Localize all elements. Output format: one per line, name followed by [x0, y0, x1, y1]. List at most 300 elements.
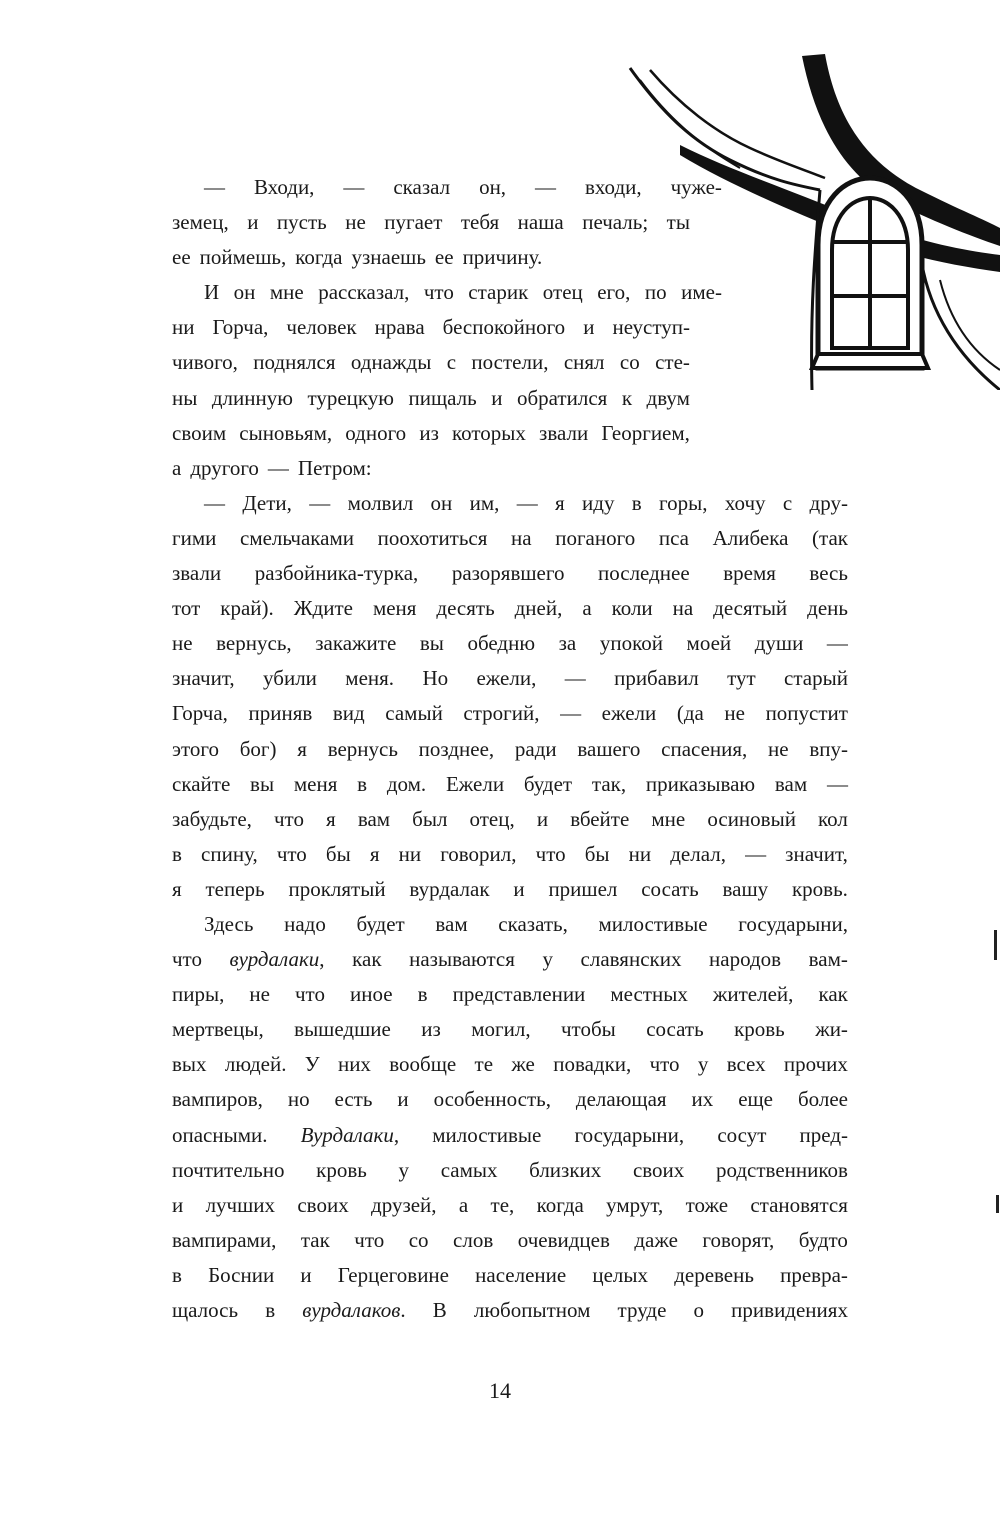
word: В — [432, 1298, 447, 1322]
word: в — [265, 1298, 276, 1322]
word: Горча, — [212, 315, 269, 340]
word: вид — [332, 701, 365, 726]
word: труде — [617, 1298, 667, 1322]
word: сказать, — [498, 911, 568, 936]
text-line — [172, 661, 848, 696]
word: даже — [634, 1227, 678, 1252]
word: когда — [536, 1192, 584, 1217]
word: значит, — [785, 841, 848, 866]
word: ны — [172, 385, 198, 410]
word: кол — [818, 806, 848, 831]
word: неуступ- — [612, 315, 690, 340]
word: поймешь, — [199, 245, 287, 270]
word: из — [421, 1017, 441, 1042]
text-line — [172, 381, 690, 416]
word: он — [430, 490, 453, 515]
word: не — [724, 701, 745, 726]
word: кровь. — [791, 876, 848, 901]
word: делающая — [575, 1087, 667, 1112]
word: вампиров, — [172, 1087, 263, 1112]
word: особенность, — [433, 1087, 551, 1112]
word: рассказал, — [318, 280, 410, 305]
word: со — [619, 350, 640, 375]
word: вбейте — [570, 806, 630, 831]
word: старик — [468, 280, 529, 305]
word: говорят, — [702, 1227, 775, 1252]
word: ежели — [601, 701, 657, 726]
word: проклятый — [288, 876, 386, 901]
word: друзей, — [371, 1192, 437, 1217]
word: иду — [582, 490, 615, 515]
word: а — [582, 596, 592, 621]
word: ее — [172, 245, 191, 270]
word: хочу — [724, 490, 766, 515]
italic-word: вурдалаки, — [230, 942, 325, 977]
word: за — [558, 631, 577, 656]
word: будет — [356, 911, 405, 936]
word: будет — [523, 771, 573, 796]
word: ее — [434, 245, 454, 270]
word: сте- — [655, 350, 690, 375]
word: — — [204, 175, 225, 199]
word: край). — [220, 596, 274, 621]
text-line — [172, 837, 848, 872]
word: как — [352, 947, 382, 972]
word: — — [745, 841, 767, 866]
word: сосут — [717, 1122, 767, 1147]
word: вам — [435, 911, 468, 936]
word: могил, — [471, 1017, 531, 1042]
word: вернусь — [327, 736, 398, 761]
word: что — [273, 806, 304, 831]
word: обедню — [467, 631, 536, 656]
word: по — [644, 280, 667, 305]
word: ни — [172, 315, 195, 340]
word: смельчаками — [240, 525, 355, 550]
word: дней, — [514, 596, 563, 621]
word: сказал — [393, 175, 451, 199]
word: становятся — [750, 1192, 848, 1217]
word: вам — [774, 771, 808, 796]
word: старый — [784, 666, 848, 691]
word: как — [818, 982, 848, 1007]
text-line — [172, 942, 848, 977]
word: кровь — [734, 1017, 785, 1042]
word: мне — [651, 806, 686, 831]
word: в — [172, 841, 182, 866]
word: однажды — [350, 350, 432, 375]
word: звали — [539, 420, 589, 445]
word: что — [295, 982, 325, 1007]
word: и — [247, 210, 259, 235]
word: прочих — [783, 1052, 848, 1077]
word: чтобы — [561, 1017, 616, 1042]
text-line — [172, 205, 690, 240]
word: у — [697, 1052, 709, 1077]
word: дру- — [809, 490, 848, 515]
text-line — [172, 345, 690, 380]
word: своих — [297, 1192, 349, 1217]
word: которых — [452, 420, 526, 445]
word: он, — [479, 175, 507, 199]
word: чивого, — [172, 350, 238, 375]
word: поохотиться — [377, 525, 488, 550]
word: бы — [325, 841, 351, 866]
page-edge-mark-2 — [996, 1195, 999, 1213]
word: время — [723, 561, 776, 586]
word: бог) — [239, 736, 277, 761]
word: и — [583, 315, 595, 340]
word: иное — [350, 982, 393, 1007]
word: так — [300, 1227, 330, 1252]
text-line — [172, 451, 690, 486]
text-line — [172, 1118, 848, 1153]
word: другого — [190, 455, 259, 480]
word: о — [693, 1298, 705, 1322]
word: те, — [490, 1192, 515, 1217]
word: приняв — [248, 701, 313, 726]
word: я — [172, 876, 182, 901]
word: вашего — [577, 736, 641, 761]
word: он — [233, 280, 256, 305]
body-text — [172, 170, 848, 1328]
word: значит, — [172, 666, 235, 691]
word: убили — [263, 666, 317, 691]
word: вы — [250, 771, 275, 796]
word: отец, — [469, 806, 515, 831]
text-line — [172, 1293, 848, 1328]
word: целых — [592, 1262, 649, 1287]
word: (так — [812, 525, 848, 550]
word: у — [398, 1157, 410, 1182]
word: вам- — [808, 947, 848, 972]
word: бы — [584, 841, 610, 866]
word: пса — [658, 525, 689, 550]
word: сыновьям, — [239, 420, 333, 445]
word: славянских — [580, 947, 682, 972]
word: называются — [409, 947, 515, 972]
text-line — [172, 1188, 848, 1223]
word: — — [535, 175, 556, 199]
word: последнее — [598, 561, 690, 586]
word: разбойника-турка, — [254, 561, 419, 586]
word: души — [754, 631, 804, 656]
word: есть — [334, 1087, 373, 1112]
word: нрава — [374, 315, 425, 340]
word: мертвецы, — [172, 1017, 264, 1042]
word: закажите — [315, 631, 397, 656]
word: не — [172, 631, 193, 656]
word: попустит — [765, 701, 848, 726]
word: им, — [469, 490, 500, 515]
word: повадки, — [553, 1052, 632, 1077]
word: вых — [172, 1052, 207, 1077]
word: горы, — [659, 490, 708, 515]
text-line — [172, 416, 690, 451]
word: Дети, — [242, 490, 292, 515]
word: упокой — [599, 631, 663, 656]
word: на — [672, 596, 694, 621]
word: местных — [610, 982, 688, 1007]
word: отец — [542, 280, 583, 305]
word: коли — [611, 596, 653, 621]
word: И — [204, 280, 220, 305]
word: скайте — [172, 771, 231, 796]
word: и — [172, 1192, 184, 1217]
word: — — [343, 175, 365, 199]
word: когда — [295, 245, 343, 270]
word: в — [417, 982, 428, 1007]
word: не — [345, 210, 366, 235]
word: и — [536, 806, 549, 831]
word: превра- — [780, 1262, 848, 1287]
word: население — [475, 1262, 567, 1287]
word: что — [354, 1227, 385, 1252]
word: меня. — [345, 666, 395, 691]
word: в — [357, 771, 368, 796]
text-line — [172, 486, 848, 521]
word: деревень — [674, 1262, 754, 1287]
word: наша — [517, 210, 564, 235]
word: Георгием, — [601, 420, 690, 445]
word: вурдалак — [409, 876, 490, 901]
word: с — [446, 350, 457, 375]
text-line — [172, 591, 848, 626]
word: в — [172, 1262, 182, 1287]
word: говорил, — [440, 841, 517, 866]
word: моей — [686, 631, 732, 656]
word: ежели, — [476, 666, 537, 691]
word: милостивые — [598, 911, 708, 936]
word: печаль; — [582, 210, 649, 235]
word: а — [172, 455, 182, 480]
word: его, — [597, 280, 631, 305]
word: спину, — [201, 841, 258, 866]
word: входи, — [584, 175, 642, 199]
punctuation: , — [393, 1122, 400, 1147]
word: ни — [398, 841, 422, 866]
word: будто — [798, 1227, 848, 1252]
word: — — [826, 631, 848, 656]
word: что — [535, 841, 566, 866]
word: обратился — [516, 385, 608, 410]
word: государыни, — [738, 911, 848, 936]
word: что — [172, 947, 202, 972]
word: милостивые — [432, 1122, 542, 1147]
word: молвил — [347, 490, 414, 515]
word: разорявшего — [451, 561, 565, 586]
word: пред- — [799, 1122, 848, 1147]
word: вернусь, — [216, 631, 292, 656]
word: вообще — [389, 1052, 457, 1077]
text-line — [172, 802, 848, 837]
word: близких — [529, 1157, 602, 1182]
text-line — [172, 1082, 848, 1117]
word: умрут, — [606, 1192, 664, 1217]
word: же — [511, 1052, 535, 1077]
word: прибавил — [614, 666, 699, 691]
text-line — [172, 556, 848, 591]
word: ради — [514, 736, 557, 761]
word: их — [691, 1087, 714, 1112]
word: приказываю — [645, 771, 756, 796]
word: сосать — [641, 876, 699, 901]
word: вампирами, — [172, 1227, 277, 1252]
word: Герцеговине — [337, 1262, 449, 1287]
word: я — [326, 806, 336, 831]
word: десятый — [713, 596, 788, 621]
text-line — [172, 170, 722, 205]
page-edge-mark-1 — [994, 930, 997, 960]
word: но — [287, 1087, 310, 1112]
word: — — [267, 455, 289, 480]
word: еще — [738, 1087, 773, 1112]
word: родственников — [715, 1157, 848, 1182]
word: этого — [172, 736, 220, 761]
word: опасными. — [172, 1122, 268, 1147]
word: я — [297, 736, 307, 761]
word: — — [826, 771, 848, 796]
word: ни — [628, 841, 652, 866]
word: меня — [372, 596, 417, 621]
word: Алибека — [712, 525, 789, 550]
word: не — [249, 982, 270, 1007]
italic-word: Вурдалаки, — [301, 1118, 399, 1153]
word: народов — [709, 947, 782, 972]
word: мне — [269, 280, 304, 305]
word: пищаль — [408, 385, 477, 410]
text-line — [172, 1258, 848, 1293]
word: в — [631, 490, 642, 515]
word: к — [621, 385, 633, 410]
word: и — [513, 876, 525, 901]
word: своим — [172, 420, 227, 445]
text-line — [172, 1047, 848, 1082]
word: меня — [293, 771, 338, 796]
word: делал, — [670, 841, 726, 866]
word: своих — [632, 1157, 685, 1182]
text-line — [172, 240, 690, 275]
word: поганого — [555, 525, 636, 550]
word: Горча, — [172, 701, 228, 726]
word: — — [564, 666, 586, 691]
text-line — [172, 732, 848, 767]
word: те — [474, 1052, 494, 1077]
word: пиры, — [172, 982, 225, 1007]
word: впу- — [809, 736, 848, 761]
word: всех — [726, 1052, 766, 1077]
word: десять — [436, 596, 495, 621]
word: Петром: — [297, 455, 372, 480]
word: позднее, — [418, 736, 495, 761]
word: строгий, — [463, 701, 540, 726]
word: привидениях — [731, 1298, 848, 1322]
word: и — [397, 1087, 409, 1112]
word: пришел — [548, 876, 618, 901]
word: щалось — [172, 1298, 239, 1322]
word: надо — [284, 911, 326, 936]
text-line — [172, 310, 690, 345]
word: пугает — [384, 210, 443, 235]
word: представлении — [452, 982, 586, 1007]
word: длинную — [211, 385, 293, 410]
text-line — [172, 1012, 848, 1047]
word: земец, — [172, 210, 229, 235]
word: тебя — [460, 210, 500, 235]
word: вашу — [722, 876, 769, 901]
text-line — [172, 872, 848, 907]
word: вам — [357, 806, 391, 831]
word: самый — [385, 701, 443, 726]
word: жи- — [815, 1017, 848, 1042]
word: тут — [727, 666, 756, 691]
word: Ежели — [445, 771, 505, 796]
word: У — [304, 1052, 320, 1077]
word: что — [276, 841, 307, 866]
word: у — [542, 947, 553, 972]
word: а — [458, 1192, 469, 1217]
word: них — [337, 1052, 371, 1077]
word: людей. — [224, 1052, 287, 1077]
word: турецкую — [307, 385, 394, 410]
text-line — [172, 977, 848, 1012]
text-line — [172, 696, 848, 731]
word: на — [511, 525, 532, 550]
word: вышедшие — [294, 1017, 391, 1042]
word: — — [204, 490, 225, 515]
word: вы — [419, 631, 444, 656]
punctuation: . — [400, 1298, 406, 1322]
word: тот — [172, 596, 201, 621]
italic-word: вурдалаков. — [302, 1293, 405, 1328]
text-line — [172, 1223, 848, 1258]
word: име- — [681, 280, 722, 305]
word: жителей, — [712, 982, 794, 1007]
word: — — [516, 490, 538, 515]
word: Ждите — [293, 596, 353, 621]
word: беспокойного — [442, 315, 566, 340]
word: пусть — [276, 210, 327, 235]
word: самых — [440, 1157, 498, 1182]
word: государыни, — [574, 1122, 685, 1147]
word: почтительно — [172, 1157, 285, 1182]
word: и — [300, 1262, 312, 1287]
word: с — [782, 490, 793, 515]
word: день — [807, 596, 848, 621]
text-line — [172, 275, 722, 310]
word: ты — [666, 210, 690, 235]
word: лучших — [205, 1192, 276, 1217]
word: забудьте, — [172, 806, 252, 831]
word: и — [491, 385, 503, 410]
word: дом. — [386, 771, 427, 796]
word: не — [768, 736, 789, 761]
word: со — [408, 1227, 429, 1252]
word: любопытном — [473, 1298, 591, 1322]
word: гими — [172, 525, 217, 550]
word: двум — [646, 385, 690, 410]
word: сосать — [646, 1017, 704, 1042]
word: — — [309, 490, 331, 515]
word: снял — [563, 350, 605, 375]
page-number: 14 — [489, 1378, 511, 1403]
text-line — [172, 626, 848, 661]
text-line — [172, 1153, 848, 1188]
word: так, — [591, 771, 627, 796]
word: Но — [422, 666, 449, 691]
word: — — [560, 701, 582, 726]
word: поднялся — [253, 350, 336, 375]
